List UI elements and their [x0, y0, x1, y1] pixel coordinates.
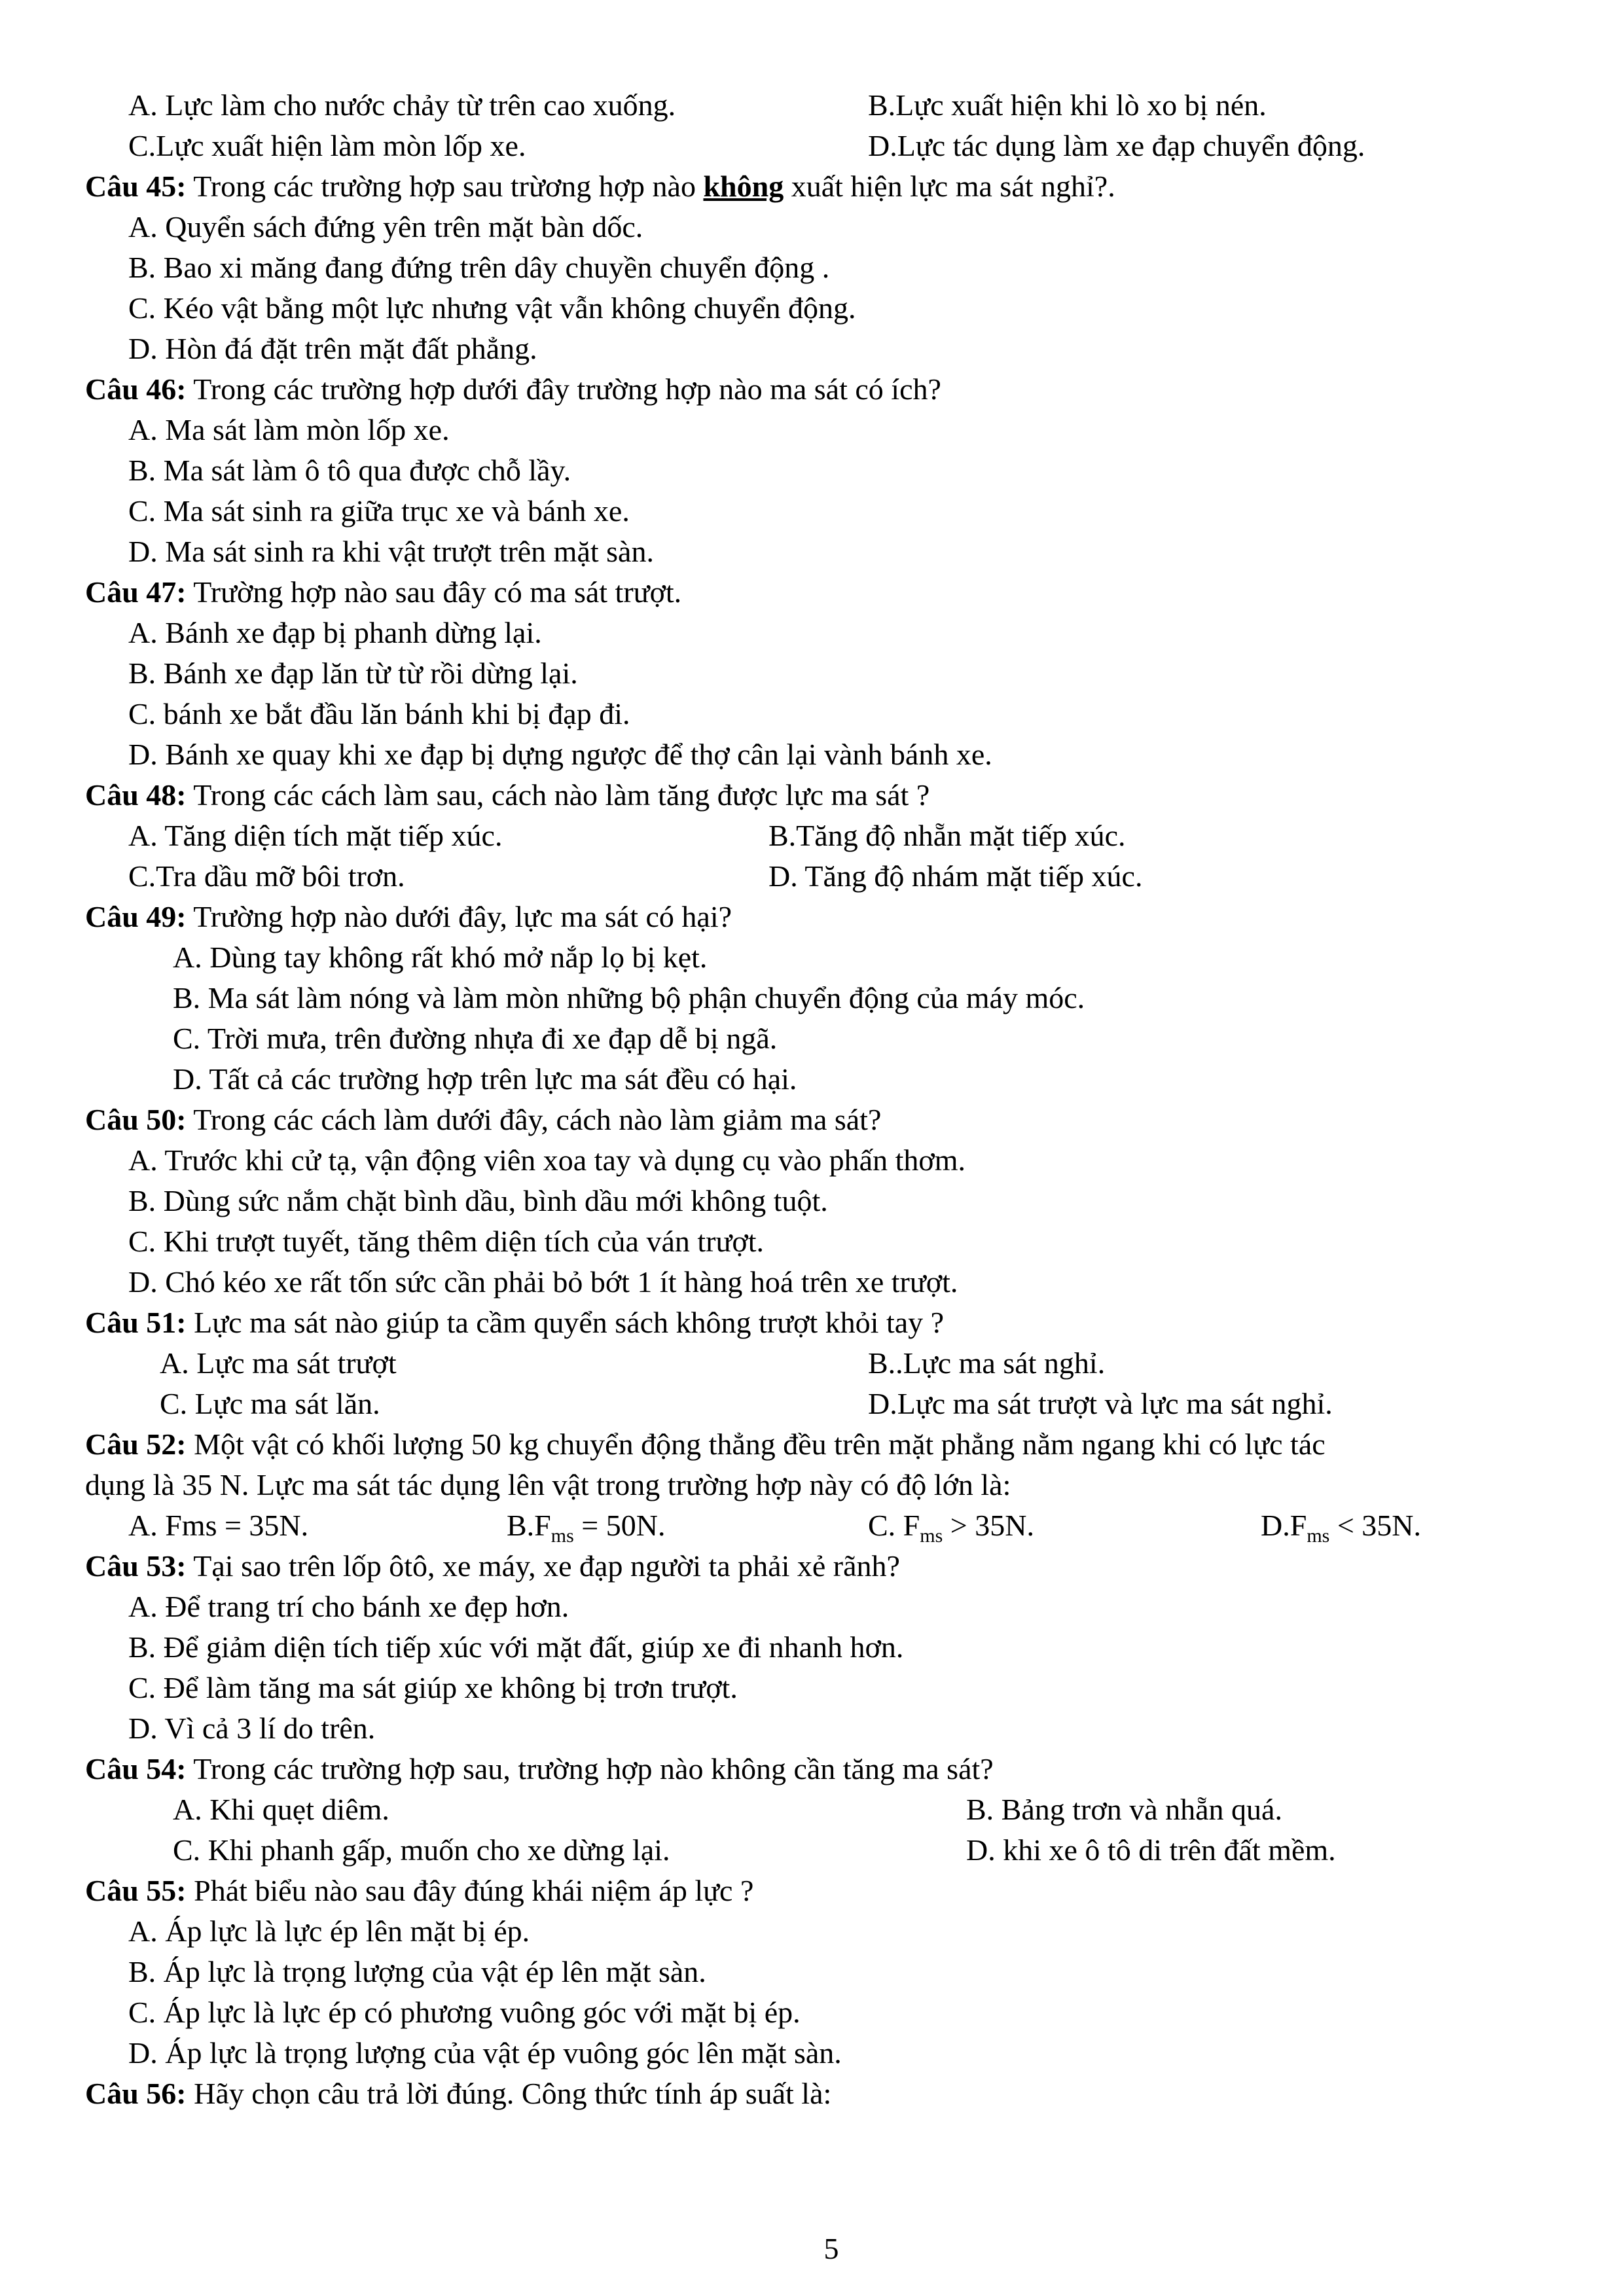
question-46 — [85, 369, 941, 410]
question-56 — [85, 2073, 831, 2114]
option-c: C. Ma sát sinh ra giữa trục xe và bánh xe. — [128, 494, 630, 528]
question-text: Trong các cách làm dưới đây, cách nào làm giảm ma sát? — [186, 1103, 882, 1136]
option-a: A. Ma sát làm mòn lốp xe. — [128, 413, 450, 446]
option-d: D. Chó kéo xe rất tốn sức cần phải bỏ bớt 1 ít hàng hoá trên xe trượt. — [128, 1265, 958, 1299]
option-a: A. Bánh xe đạp bị phanh dừng lại. — [128, 616, 542, 649]
option-d: D. Tất cả các trường hợp trên lực ma sát đều có hại. — [173, 1062, 797, 1096]
question-label: Câu 55: — [85, 1874, 187, 1907]
question-label: Câu 54: — [85, 1752, 187, 1785]
option-b: B. Bảng trơn và nhẵn quá. — [966, 1793, 1282, 1826]
option-a: A. Lực ma sát trượt — [160, 1346, 397, 1380]
option-c: C. Kéo vật bằng một lực nhưng vật vẫn không chuyển động. — [128, 291, 856, 325]
option-c: C. $F_{ms} > 35N$. — [868, 1509, 1034, 1547]
option-c: C. Để làm tăng ma sát giúp xe không bị trơn trượt. — [128, 1671, 738, 1704]
option-d: D. Hòn đá đặt trên mặt đất phẳng. — [128, 332, 537, 365]
question-text: Trong các trường hợp sau trừơng hợp nào — [186, 170, 704, 203]
option-b: B. Dùng sức nắm chặt bình dầu, bình dầu mới không tuột. — [128, 1184, 828, 1217]
question-text-end: xuất hiện lực ma sát nghỉ?. — [784, 170, 1115, 203]
question-label: Câu 47: — [85, 575, 187, 609]
option-c: C.Tra dầu mỡ bôi trơn. — [128, 859, 405, 893]
option-c: C. Khi phanh gấp, muốn cho xe dừng lại. — [173, 1833, 670, 1867]
question-label: Câu 52: — [85, 1427, 187, 1461]
option-b: B. Áp lực là trọng lượng của vật ép lên mặt sàn. — [128, 1955, 706, 1988]
question-label: Câu 50: — [85, 1103, 187, 1136]
option-b: B. Bánh xe đạp lăn từ từ rồi dừng lại. — [128, 656, 578, 690]
option-d: D. Áp lực là trọng lượng của vật ép vuông góc lên mặt sàn. — [128, 2036, 842, 2070]
question-45 — [85, 166, 1115, 207]
question-52 — [85, 1424, 1326, 1465]
question-text: Trong các trường hợp dưới đây trường hợp nào ma sát có ích? — [186, 372, 941, 406]
option-b: B. Ma sát làm ô tô qua được chỗ lầy. — [128, 454, 571, 487]
question-55 — [85, 1871, 753, 1911]
option-a: A. Áp lực là lực ép lên mặt bị ép. — [128, 1914, 530, 1948]
question-48 — [85, 775, 929, 816]
option-b: B.Lực xuất hiện khi lò xo bị nén. — [868, 88, 1267, 122]
option-a: A. Lực làm cho nước chảy từ trên cao xuống. — [128, 88, 676, 122]
option-b: B. Để giảm diện tích tiếp xúc với mặt đất, giúp xe đi nhanh hơn. — [128, 1630, 904, 1664]
emphasis-not: không — [703, 170, 784, 203]
question-label: Câu 51: — [85, 1306, 187, 1339]
question-49 — [85, 897, 732, 937]
option-c: C. Khi trượt tuyết, tăng thêm diện tích của ván trượt. — [128, 1225, 765, 1258]
question-text: Trường hợp nào dưới đây, lực ma sát có hại? — [186, 900, 732, 933]
option-c: C. Lực ma sát lăn. — [160, 1387, 380, 1420]
option-a: A. Trước khi cử tạ, vận động viên xoa tay và dụng cụ vào phấn thơm. — [128, 1143, 965, 1177]
question-text: Tại sao trên lốp ôtô, xe máy, xe đạp người ta phải xẻ rãnh? — [186, 1549, 900, 1583]
question-51 — [85, 1302, 944, 1343]
question-54 — [85, 1749, 994, 1789]
option-a: A. Để trang trí cho bánh xe đẹp hơn. — [128, 1590, 569, 1623]
question-text: Phát biểu nào sau đây đúng khái niệm áp lực ? — [186, 1874, 754, 1907]
option-a: A. Khi quẹt diêm. — [173, 1793, 389, 1826]
option-d: D.Lực ma sát trượt và lực ma sát nghỉ. — [868, 1387, 1333, 1420]
question-label: Câu 56: — [85, 2077, 187, 2110]
question-text: Hãy chọn câu trả lời đúng. Công thức tính áp suất là: — [186, 2077, 832, 2110]
option-d: D. Ma sát sinh ra khi vật trượt trên mặt sàn. — [128, 535, 654, 568]
option-b: B. Bao xi măng đang đứng trên dây chuyền chuyển động . — [128, 251, 830, 284]
question-text: Trong các cách làm sau, cách nào làm tăng được lực ma sát ? — [186, 778, 930, 812]
option-c: C. Trời mưa, trên đường nhựa đi xe đạp dễ bị ngã. — [173, 1022, 778, 1055]
question-52-continuation: dụng là 35 N. Lực ma sát tác dụng lên vật trong trường hợp này có độ lớn là: — [85, 1468, 1011, 1501]
option-d: D. Bánh xe quay khi xe đạp bị dựng ngược để thợ cân lại vành bánh xe. — [128, 738, 992, 771]
option-d: D.Lực tác dụng làm xe đạp chuyển động. — [868, 129, 1365, 162]
option-c: C.Lực xuất hiện làm mòn lốp xe. — [128, 129, 526, 162]
question-text: Trường hợp nào sau đây có ma sát trượt. — [186, 575, 682, 609]
question-50 — [85, 1100, 881, 1140]
question-text: Trong các trường hợp sau, trường hợp nào không cần tăng ma sát? — [186, 1752, 994, 1785]
option-b: $B.F_{ms} = 50N$. — [507, 1509, 666, 1547]
question-label: Câu 49: — [85, 900, 187, 933]
option-a: A. Tăng diện tích mặt tiếp xúc. — [128, 819, 503, 852]
question-label: Câu 46: — [85, 372, 187, 406]
page-number: 5 — [823, 2232, 839, 2265]
question-label: Câu 48: — [85, 778, 187, 812]
option-b: B..Lực ma sát nghỉ. — [868, 1346, 1106, 1380]
option-a: A. Dùng tay không rất khó mở nắp lọ bị kẹt. — [173, 941, 708, 974]
option-b: B. Ma sát làm nóng và làm mòn những bộ phận chuyển động của máy móc. — [173, 981, 1085, 1014]
question-47 — [85, 572, 681, 613]
option-c: C. Áp lực là lực ép có phương vuông góc với mặt bị ép. — [128, 1996, 801, 2029]
question-53 — [85, 1546, 900, 1587]
question-label: Câu 45: — [85, 170, 187, 203]
question-text: Lực ma sát nào giúp ta cầm quyển sách không trượt khỏi tay ? — [186, 1306, 945, 1339]
question-label: Câu 53: — [85, 1549, 187, 1583]
option-c: C. bánh xe bắt đầu lăn bánh khi bị đạp đi. — [128, 697, 630, 730]
option-a: A. Quyển sách đứng yên trên mặt bàn dốc. — [128, 210, 643, 243]
option-d: D. Tăng độ nhám mặt tiếp xúc. — [768, 859, 1143, 893]
option-a: A. Fms = 35N. — [128, 1509, 309, 1542]
option-b: B.Tăng độ nhẵn mặt tiếp xúc. — [768, 819, 1126, 852]
option-d: $D.F_{ms} < 35N$. — [1261, 1509, 1421, 1547]
option-d: D. Vì cả 3 lí do trên. — [128, 1712, 376, 1745]
question-text: Một vật có khối lượng 50 kg chuyển động thẳng đều trên mặt phẳng nằm ngang khi có lực tác — [186, 1427, 1326, 1461]
option-d: D. khi xe ô tô di trên đất mềm. — [966, 1833, 1336, 1867]
